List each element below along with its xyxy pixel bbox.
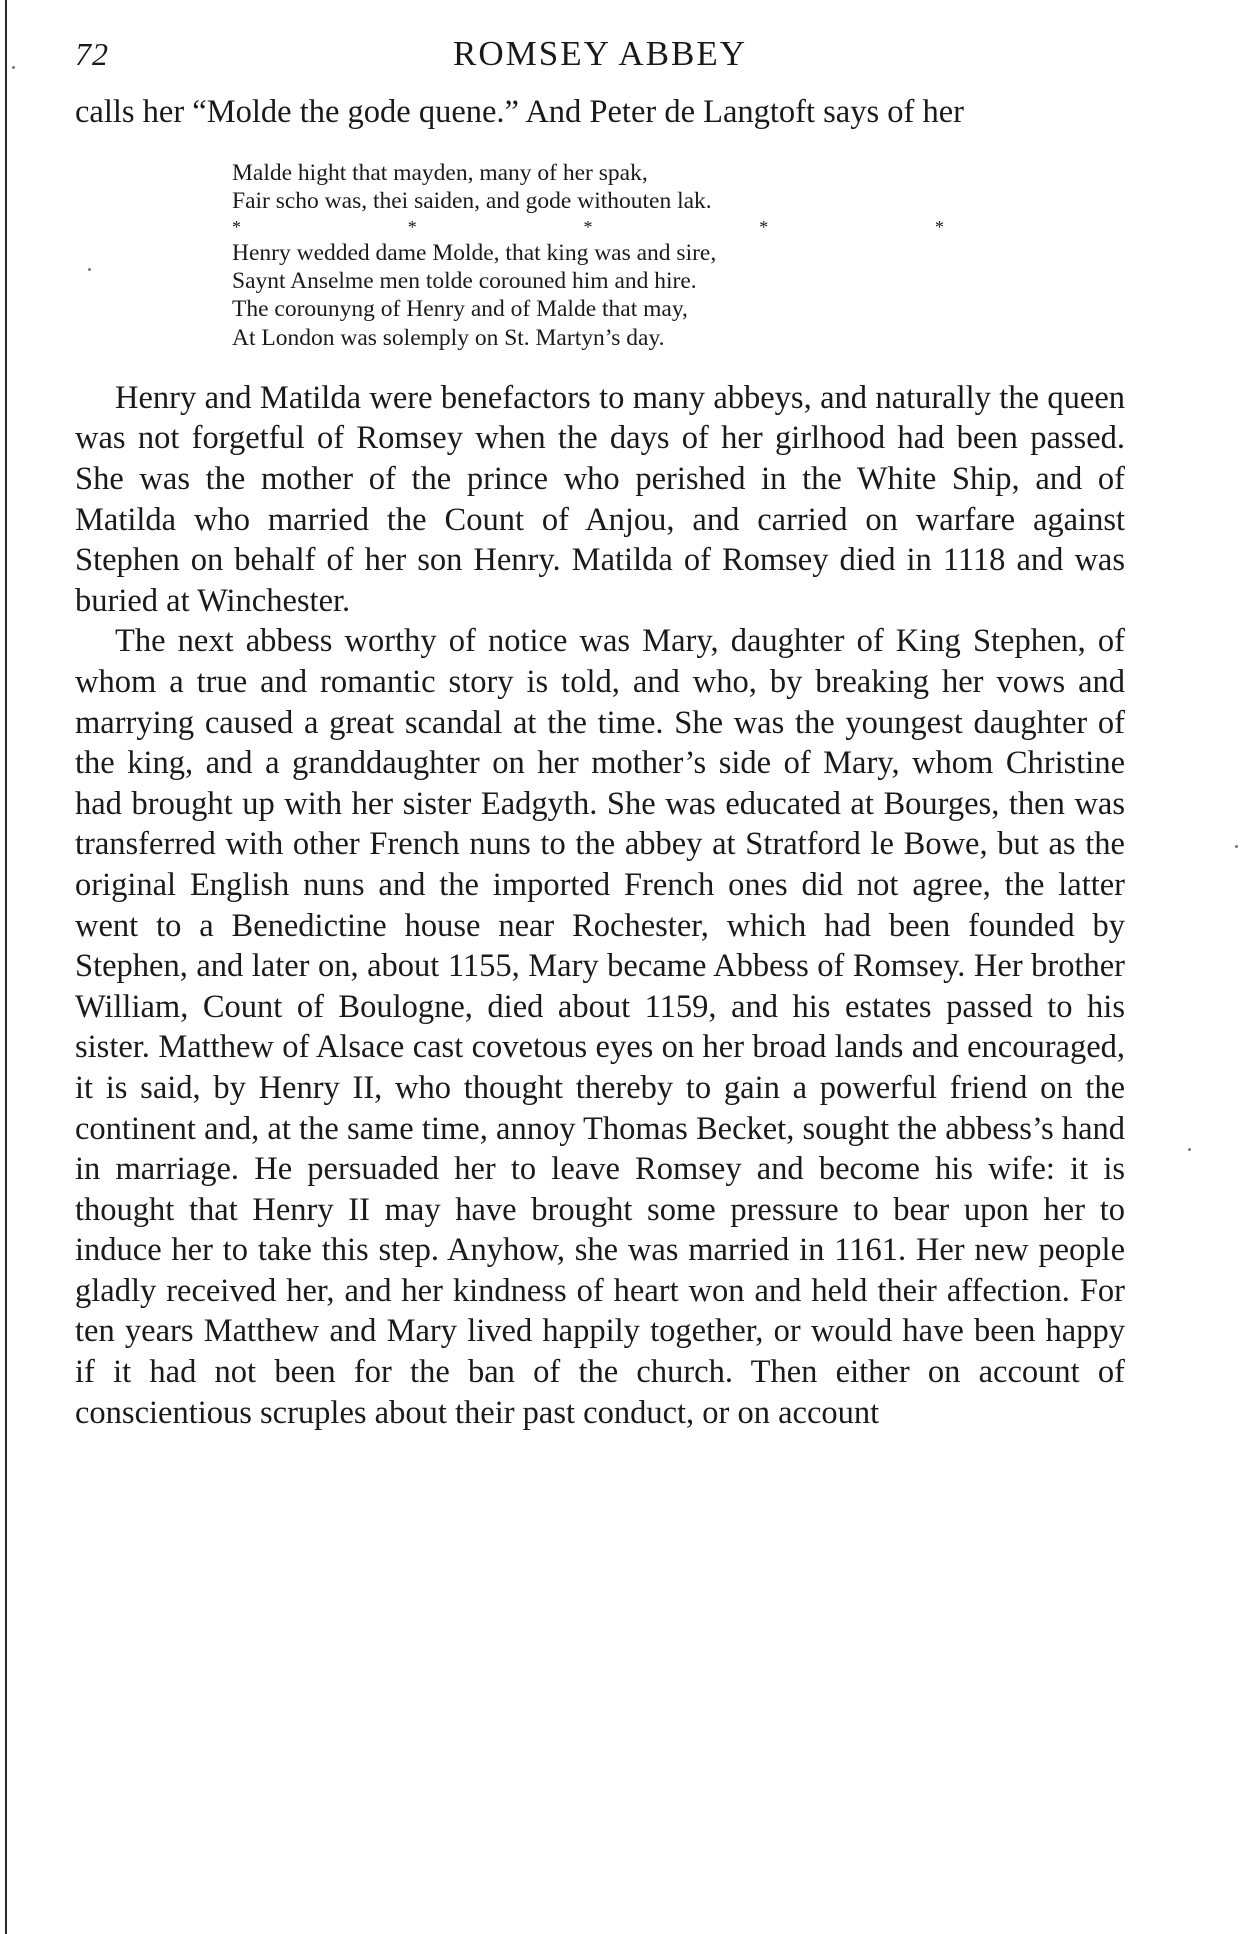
- page-number: 72: [75, 36, 109, 72]
- scan-margin-rule: [5, 0, 7, 1934]
- star-mark: *: [232, 217, 241, 237]
- verse-ellipsis-stars: [232, 215, 944, 239]
- running-head: [75, 30, 1125, 90]
- verse-line: Henry wedded dame Molde, that king was and sire,: [232, 240, 717, 266]
- verse-quotation: [232, 159, 972, 352]
- intro-paragraph: calls her “Molde the gode quene.” And Peter de Langtoft says of her: [75, 94, 964, 130]
- verse-line: The corounyng of Henry and of Malde that may,: [232, 296, 688, 323]
- star-mark: *: [935, 217, 944, 237]
- verse-line: At London was solemply on St. Martyn’s day.: [232, 324, 665, 351]
- scan-speck: [1188, 1148, 1191, 1151]
- verse-line: Malde hight that mayden, many of her spak,: [232, 159, 648, 186]
- scan-speck: [12, 66, 15, 69]
- running-title: ROMSEY ABBEY: [452, 34, 747, 73]
- verse-line: Fair scho was, thei saiden, and gode withouten lak.: [232, 187, 712, 214]
- star-mark: *: [407, 217, 417, 237]
- star-mark: *: [583, 217, 593, 237]
- book-page: [75, 30, 1125, 1433]
- body-paragraph: The next abbess worthy of notice was Mary, daughter of King Stephen, of whom a true and romantic story is told, and who, by breaking her vows and marrying caused a great scandal at the time. She was the youngest daughter of the king, and a granddaughter on her mother’s side of Mary, whom Christine had brought up with her sister Eadgyth. She was educated at Bourges, then was transferred with other French nuns to the abbey at Stratford le Bowe, but as the original English nuns and the imported French ones did not agree, the latter went to a Benedictine house near Rochester, which had been founded by Stephen, and later on, about 1155, Mary became Abbess of Romsey. Her brother William, Count of Boulogne, died about 1159, and his estates passed to his sister. Matthew of Alsace cast covetous eyes on her broad lands and encouraged, it is said, by Henry II, who thought thereby to gain a powerful friend on the continent and, at the same time, annoy Thomas Becket, sought the abbess’s hand in marriage. He persuaded her to leave Romsey and become his wife: it is thought that Henry II may have brought some pressure to bear upon her to induce her to take this step. Anyhow, she was married in 1161. Her new people gladly received her, and her kindness of heart won and held their affection. For ten years Matthew and Mary lived happily together, or would have been happy if it had not been for the ban of the church. Then either on account of conscientious scruples about their past conduct, or on account: [75, 623, 1125, 1431]
- scan-speck: [1235, 845, 1238, 848]
- body-paragraph: Henry and Matilda were benefactors to many abbeys, and naturally the queen was not forgetful of Romsey when the days of her girlhood had been passed. She was the mother of the prince who perished in the White Ship, and of Matilda who married the Count of Anjou, and carried on warfare against Stephen on behalf of her son Henry. Matilda of Romsey died in 1118 and was buried at Winchester.: [75, 379, 1125, 619]
- verse-line: Saynt Anselme men tolde corouned him and hire.: [232, 268, 697, 295]
- star-mark: *: [759, 217, 769, 237]
